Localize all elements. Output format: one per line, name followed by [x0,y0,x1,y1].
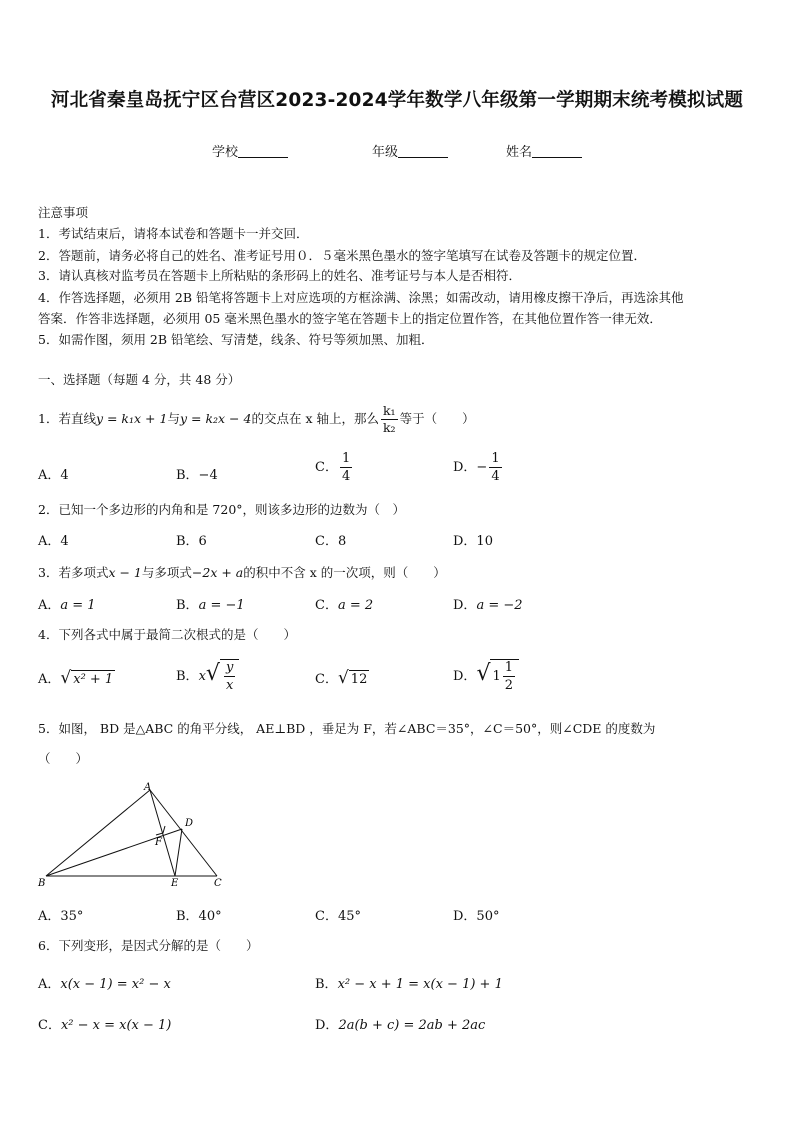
name-field[interactable] [506,141,582,160]
option-label: D． [453,669,477,684]
q2-option-c[interactable]: C．8 [315,534,347,549]
fraction-numerator: 1 [341,451,351,466]
radicand: 12 [350,672,368,687]
q4-option-a[interactable] [38,668,115,688]
label-c: C [214,878,222,889]
q5-option-b[interactable]: B．40° [176,909,222,924]
q6-option-a[interactable] [38,973,171,992]
label-a: A [144,782,152,793]
segment-ac [150,790,217,876]
fraction-numerator: k₁ [381,405,398,421]
notes-item: 1．考试结束后，请将本试卷和答题卡一并交回． [38,226,309,241]
notes-heading: 注意事项 [38,205,89,220]
question-2: 2．已知一个多边形的内角和是 720°，则该多边形的边数为（ ） [38,502,406,517]
question-4: 4．下列各式中属于最简二次根式的是（ ） [38,627,296,642]
option-expr: a = −2 [476,598,523,613]
notes-item: 2．答题前，请务必将自己的姓名、准考证号用０．５毫米黑色墨水的签字笔填写在试卷及答题卡的规定位置． [38,248,646,263]
option-label: A． [38,672,61,687]
fraction-numerator: 1 [491,451,500,466]
notes-item: 3．请认真核对监考员在答题卡上所粘贴的条形码上的姓名、准考证号与本人是否相符． [38,268,521,283]
radical-sign: √ [60,668,72,688]
question-3 [38,563,446,581]
option-expr: x(x − 1) = x² − x [60,977,171,992]
q2-option-b[interactable]: B．6 [176,534,207,549]
q5-option-d[interactable]: D．50° [453,909,500,924]
q1-suffix: 的交点在 x 轴上，那么 [251,411,379,426]
q3-poly2: −2x + a [191,565,244,580]
fraction-denominator: 4 [491,469,500,484]
q3-suffix: 的积中不含 x 的一次项，则（ ） [243,565,446,580]
q4-option-b[interactable] [176,659,239,692]
option-label: D． [453,598,477,613]
q3-option-c[interactable] [315,594,373,613]
notes-item: 4．作答选择题，必须用 2B 铅笔将答题卡上对应选项的方框涂满、涂黑；如需改动，请用橡皮擦干净后，再选涂其他 [38,290,684,305]
triangle-figure [34,782,234,892]
question-6: 6．下列变形，是因式分解的是（ ） [38,938,259,953]
question-1 [38,402,475,436]
radical-sign: √ [337,668,349,688]
fraction-denominator: 2 [504,678,514,693]
option-expr: a = −1 [198,598,245,613]
option-label: B． [315,977,338,992]
fraction-denominator: k₂ [382,420,396,435]
option-fraction [340,452,352,483]
q2-option-a[interactable]: A．4 [38,534,69,549]
section-heading: 一、选择题（每题 4 分，共 48 分） [38,372,241,387]
q1-option-d[interactable] [453,452,504,483]
grade-blank[interactable] [398,144,448,158]
q1-prefix: 1．若直线 [38,411,96,426]
q5-option-a[interactable]: A．35° [38,909,84,924]
option-expr: x [198,669,206,684]
fraction-denominator: 4 [341,469,351,484]
option-label: C． [315,460,338,475]
option-fraction [489,452,501,483]
q3-option-d[interactable] [453,594,523,613]
school-field[interactable] [212,141,288,160]
q1-eq1: y = k₁x + 1 [95,411,168,426]
school-blank[interactable] [238,144,288,158]
fraction-numerator: y [225,660,234,675]
option-expr: x² − x = x(x − 1) [60,1018,172,1033]
mixed-whole: 1 [492,669,501,684]
radicand: x² + 1 [73,672,114,687]
label-f: F [155,837,162,848]
radical-sign: √ [205,661,220,686]
fraction-numerator: 1 [504,660,514,675]
name-blank[interactable] [532,144,582,158]
q3-mid: 与多项式 [141,565,192,580]
option-expr: a = 1 [60,598,96,613]
segment-de [175,829,182,876]
name-label: 姓名 [506,145,533,160]
option-label: A． [38,598,61,613]
label-e: E [171,878,179,889]
q3-poly1: x − 1 [108,565,142,580]
question-5: 5．如图， BD 是△ABC 的角平分线， AE⊥BD ，垂足为 F，若∠ABC＝35°，∠C＝50°，则∠CDE 的度数为 [38,721,656,736]
q6-option-b[interactable] [315,973,503,992]
question-5-paren: （ ） [38,751,89,766]
option-label: B． [176,669,199,684]
q1-tail: 等于（ ） [399,411,475,426]
q2-option-d[interactable]: D．10 [453,534,493,549]
q3-prefix: 3．若多项式 [38,565,109,580]
segment-ab [46,790,150,876]
option-label: D．− [453,460,488,475]
grade-label: 年级 [372,145,399,160]
radical-sign: √ [476,661,491,686]
option-expr: a = 2 [337,598,374,613]
label-d: D [185,818,194,829]
option-label: C． [315,598,338,613]
option-label: C． [38,1018,61,1033]
q4-option-c[interactable] [315,668,369,688]
option-label: C． [315,672,338,687]
q6-option-c[interactable] [38,1014,171,1033]
q1-option-b[interactable]: B．−4 [176,468,218,483]
q1-option-c[interactable] [315,452,354,483]
school-label: 学校 [212,145,239,160]
q6-option-d[interactable] [315,1014,485,1033]
q3-option-a[interactable] [38,594,96,613]
option-label: B． [176,598,199,613]
notes-item: 答案．作答非选择题，必须用 05 毫米黑色墨水的签字笔在答题卡上的指定位置作答，在其他位置作答一律无效． [38,311,662,326]
radicand [490,659,519,692]
grade-field[interactable] [372,141,448,160]
option-expr: 2a(b + c) = 2ab + 2ac [338,1018,486,1033]
q1-eq2: y = k₂x − 4 [179,411,252,426]
q1-option-a[interactable]: A．4 [38,468,69,483]
fraction-denominator: x [225,678,234,693]
radicand-fraction [224,661,235,692]
q1-mid: 与 [167,411,180,426]
page-title: 河北省秦皇岛抚宁区台营区2023-2024学年数学八年级第一学期期末统考模拟试题 [50,90,744,111]
option-label: D． [315,1018,339,1033]
notes-item: 5．如需作图，须用 2B 铅笔绘、写清楚，线条、符号等须加黑、加粗． [38,332,434,347]
q5-option-c[interactable]: C．45° [315,909,361,924]
label-b: B [38,878,46,889]
radicand [220,659,239,692]
q3-option-b[interactable] [176,594,245,613]
radicand-fraction [503,661,515,692]
q4-option-d[interactable] [453,659,519,692]
q1-fraction [381,402,398,435]
option-label: A． [38,977,61,992]
option-expr: x² − x + 1 = x(x − 1) + 1 [337,977,503,992]
